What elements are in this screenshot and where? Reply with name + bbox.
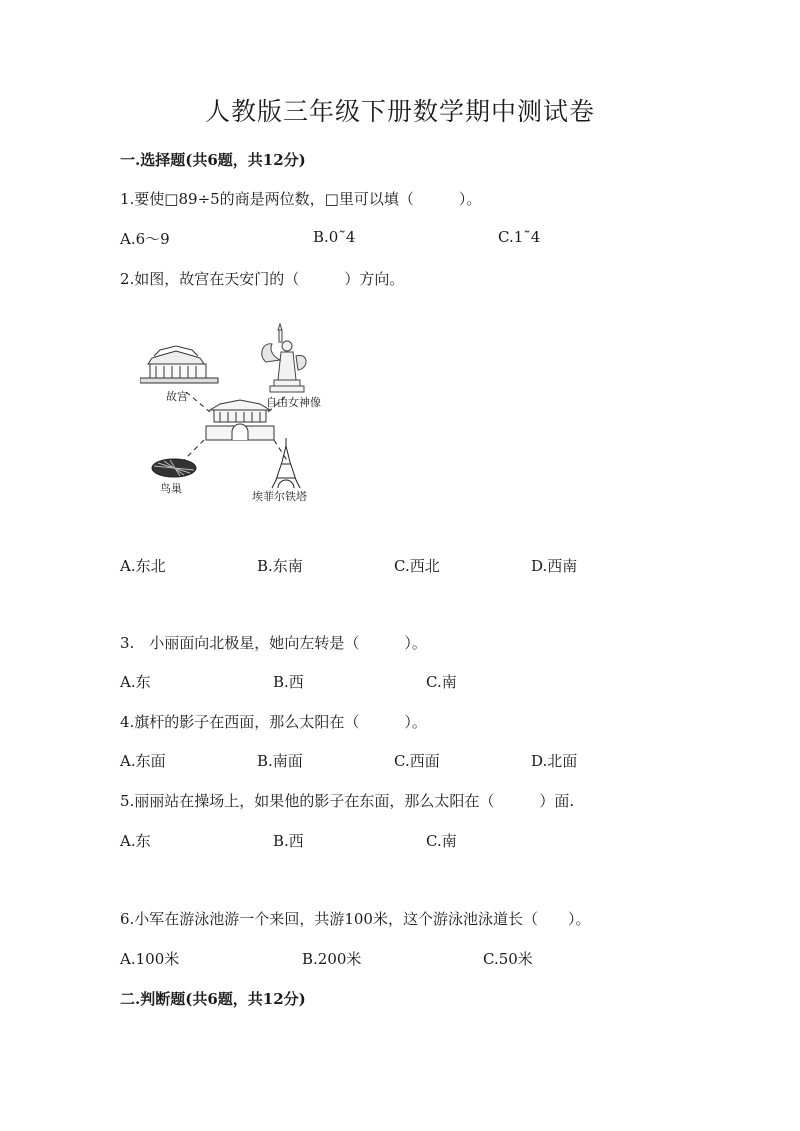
question-4: 4.旗杆的影子在西面，那么太阳在（ ）。 [120, 713, 427, 731]
q6-option-b: B.200米 [302, 950, 362, 968]
tiananmen-icon [206, 400, 274, 440]
label-forbidden-city: 故宫 [166, 390, 188, 403]
statue-of-liberty-icon [262, 324, 306, 392]
eiffel-tower-icon [272, 438, 300, 488]
q3-option-a: A.东 [120, 673, 151, 691]
q2-option-d: D.西南 [531, 557, 578, 575]
q2-option-c: C.西北 [394, 557, 440, 575]
q5-option-b: B.西 [273, 832, 304, 850]
q3-option-b: B.西 [273, 673, 304, 691]
q2-option-a: A.东北 [120, 557, 166, 575]
q1-option-c: C.1˜4 [498, 228, 541, 246]
q1-option-b: B.0˜4 [313, 228, 356, 246]
page-title: 人教版三年级下册数学期中测试卷 [204, 97, 595, 126]
question-6: 6.小军在游泳池游一个来回，共游100米，这个游泳池泳道长（ ）。 [120, 910, 591, 928]
section-heading-judgement: 二.判断题(共6题，共12分) [120, 990, 306, 1008]
section-heading-choice: 一.选择题(共6题，共12分) [120, 151, 306, 169]
q1-option-a: A.6～9 [120, 230, 170, 248]
question-5: 5.丽丽站在操场上，如果他的影子在东面，那么太阳在（ ）面. [120, 792, 575, 810]
q3-option-c: C.南 [426, 673, 457, 691]
q4-option-c: C.西面 [394, 752, 440, 770]
q6-option-a: A.100米 [120, 950, 180, 968]
label-eiffel-tower: 埃菲尔铁塔 [252, 490, 307, 503]
label-statue-of-liberty: 自由女神像 [266, 396, 321, 409]
q6-option-c: C.50米 [483, 950, 533, 968]
direction-map-figure [140, 322, 340, 507]
q2-option-b: B.东南 [257, 557, 303, 575]
question-3: 3. 小丽面向北极星，她向左转是（ ）。 [120, 634, 427, 652]
q5-option-a: A.东 [120, 832, 151, 850]
question-1: 1.要使□89÷5的商是两位数，□里可以填（ ）。 [120, 190, 482, 208]
forbidden-city-icon [140, 346, 218, 383]
q4-option-d: D.北面 [531, 752, 578, 770]
birds-nest-icon [152, 459, 196, 477]
question-2: 2.如图，故宫在天安门的（ ）方向。 [120, 270, 405, 288]
q4-option-b: B.南面 [257, 752, 303, 770]
q5-option-c: C.南 [426, 832, 457, 850]
label-birds-nest: 鸟巢 [160, 482, 182, 495]
q4-option-a: A.东面 [120, 752, 166, 770]
